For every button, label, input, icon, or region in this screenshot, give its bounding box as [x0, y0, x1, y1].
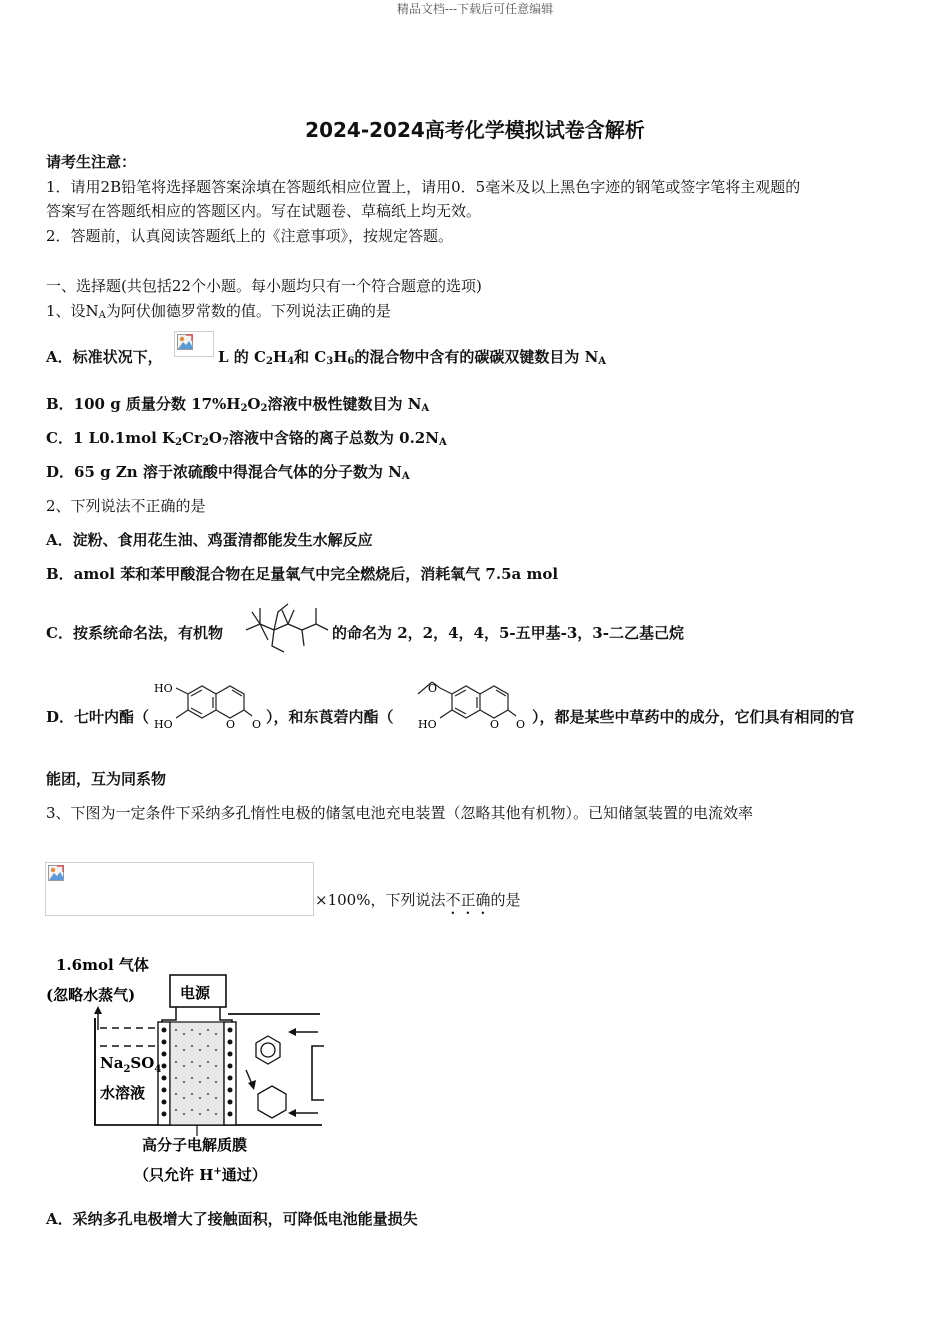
section-heading: 一、选择题(共包括22个小题。每小题均只有一个符合题意的选项) — [46, 277, 482, 295]
benzene-ring — [256, 1036, 280, 1064]
skeletal-formula-structure — [242, 596, 332, 654]
question-2-stem: 2、下列说法不正确的是 — [46, 497, 206, 515]
polymer-membrane — [170, 1022, 224, 1125]
carbonyl-oxygen-label-2: O — [516, 718, 526, 731]
question-2-option-c-suffix: 的命名为 2，2，4，4，5-五甲基-3，3-二乙基己烷 — [332, 624, 684, 642]
membrane-label: 高分子电解质膜 — [142, 1136, 248, 1154]
notice-heading: 请考生注意： — [46, 153, 137, 171]
question-3-formula-suffix: ×100%，下列说法不正确的是 — [315, 891, 521, 909]
notice-item-1-line-2: 答案写在答题纸相应的答题区内。写在试题卷、草稿纸上均无效。 — [46, 202, 482, 220]
notice-item-2: 2．答题前，认真阅读答题纸上的《注意事项》，按规定答题。 — [46, 227, 454, 245]
question-2-option-d-middle: ），和东莨菪内酯（ — [266, 708, 394, 726]
question-1-option-a-text: L 的 $C_2H_4$和 $C_3H_6$的混合物中含有的碳碳双键数目为 $N_A$ — [218, 348, 607, 367]
power-supply-label: 电源 — [180, 984, 211, 1002]
broken-image-icon — [174, 331, 214, 357]
question-2-option-d-line-2: 能团，互为同系物 — [46, 770, 167, 788]
notice-item-1-line-1: 1．请用2B铅笔将选择题答案涂填在答题纸相应位置上，请用0．5毫米及以上黑色字迹的钢笔或签字笔将主观题的 — [46, 178, 801, 196]
question-2-option-b: B．amol 苯和苯甲酸混合物在足量氧气中完全燃烧后，消耗氧气 7.5a mol — [46, 565, 559, 583]
electrolyte-formula-label: $Na_2SO_4$ — [100, 1054, 162, 1075]
hydrogen-storage-cell-diagram — [40, 950, 340, 1195]
carbonyl-oxygen-label: O — [252, 718, 262, 731]
ring-oxygen-label-2: O — [490, 718, 500, 731]
page-title: 2024-2024高考化学模拟试卷含解析 — [305, 118, 645, 142]
methoxy-oxygen-label: O — [428, 682, 438, 695]
esculetin-structure — [152, 680, 264, 738]
question-2-option-d-prefix: D．七叶内酯（ — [46, 708, 150, 726]
membrane-note-label: （只允许 H+通过） — [134, 1166, 267, 1184]
broken-formula-image-icon — [45, 862, 314, 916]
hydroxyl-label-2: HO — [154, 718, 173, 731]
solution-label: 水溶液 — [100, 1084, 146, 1102]
question-1-option-c: C．1 L0.1mol $K_2Cr_2O_7$溶液中含铬的离子总数为 $0.2N_A$ — [46, 429, 447, 448]
gas-note-label: (忽略水蒸气) — [46, 986, 136, 1004]
question-2-option-d-suffix: ），都是某些中草药中的成分，它们具有相同的官 — [532, 708, 855, 726]
question-3-option-a: A．采纳多孔电极增大了接触面积，可降低电池能量损失 — [46, 1210, 418, 1228]
ring-oxygen-label: O — [226, 718, 236, 731]
page-header: 精品文档---下载后可任意编辑 — [396, 2, 554, 16]
question-1-option-a-prefix: A．标准状况下， — [46, 348, 163, 366]
question-1-option-b: B．100 g 质量分数 $17\%H_2O_2$溶液中极性键数目为 $N_A$ — [46, 395, 430, 414]
hydroxyl-label-1: HO — [154, 682, 173, 695]
question-1-stem: 1、设$N_A$为阿伏伽德罗常数的值。下列说法正确的是 — [46, 302, 391, 321]
right-electrode — [224, 1022, 236, 1125]
cyclohexane-ring — [258, 1086, 286, 1118]
question-2-option-a: A．淀粉、食用花生油、鸡蛋清都能发生水解反应 — [46, 531, 373, 549]
question-3-stem: 3、下图为一定条件下采纳多孔惰性电极的储氢电池充电装置（忽略其他有机物）。已知储氢装置的电流效率 — [46, 804, 754, 822]
question-2-option-c-prefix: C．按系统命名法，有机物 — [46, 624, 223, 642]
hydroxyl-label-3: HO — [418, 718, 437, 731]
scopoletin-structure — [414, 680, 530, 738]
gas-amount-label: 1.6mol 气体 — [56, 956, 149, 974]
question-1-option-d: D．65 g Zn 溶于浓硫酸中得混合气体的分子数为 $N_A$ — [46, 463, 410, 482]
